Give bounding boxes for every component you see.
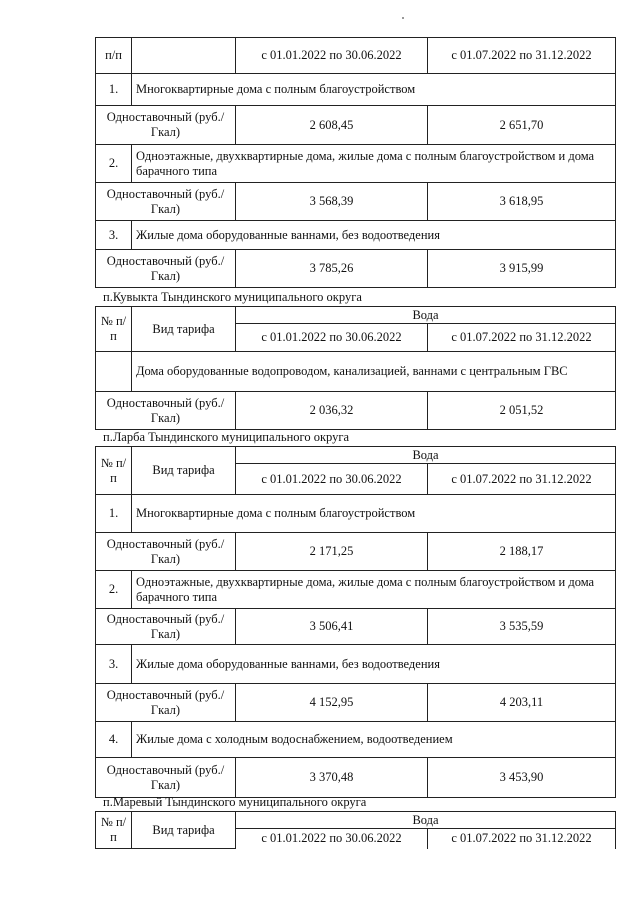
tariff-type: Одноставочный (руб./Гкал) bbox=[96, 533, 236, 571]
type-header: Вид тарифа bbox=[132, 447, 236, 495]
value-period1: 2 036,32 bbox=[236, 392, 428, 430]
row-number: 2. bbox=[96, 145, 132, 183]
category-label: Жилые дома оборудованные ваннами, без водоотведения bbox=[132, 221, 616, 250]
tariff-row bbox=[96, 106, 616, 145]
value-period1: 3 785,26 bbox=[236, 250, 428, 288]
value-period2: 3 453,90 bbox=[428, 758, 616, 798]
category-label: Одноэтажные, двухквартирные дома, жилые дома с полным благоустройством и дома барачного типа bbox=[132, 145, 616, 183]
category-row bbox=[96, 645, 616, 684]
row-number: 3. bbox=[96, 221, 132, 250]
value-period1: 3 568,39 bbox=[236, 183, 428, 221]
value-period2: 3 915,99 bbox=[428, 250, 616, 288]
table-header-row bbox=[96, 812, 616, 829]
value-period2: 3 618,95 bbox=[428, 183, 616, 221]
tariff-type: Одноставочный (руб./Гкал) bbox=[96, 183, 236, 221]
num-header: № п/п bbox=[96, 447, 132, 495]
value-period1: 3 370,48 bbox=[236, 758, 428, 798]
period2-header: с 01.07.2022 по 31.12.2022 bbox=[428, 829, 616, 849]
tariff-type: Одноставочный (руб./Гкал) bbox=[96, 758, 236, 798]
scan-speck bbox=[402, 17, 404, 19]
tariff-type: Одноставочный (руб./Гкал) bbox=[96, 106, 236, 145]
period1-header: с 01.01.2022 по 30.06.2022 bbox=[236, 829, 428, 849]
num-header: № п/п bbox=[96, 812, 132, 849]
category-row bbox=[96, 722, 616, 758]
tariff-type: Одноставочный (руб./Гкал) bbox=[96, 392, 236, 430]
period1-header: с 01.01.2022 по 30.06.2022 bbox=[236, 38, 428, 74]
tariff-row bbox=[96, 684, 616, 722]
period1-header: с 01.01.2022 по 30.06.2022 bbox=[236, 324, 428, 352]
category-row bbox=[96, 221, 616, 250]
value-period1: 2 171,25 bbox=[236, 533, 428, 571]
row-number: 1. bbox=[96, 495, 132, 533]
category-label: Жилые дома оборудованные ваннами, без водоотведения bbox=[132, 645, 616, 684]
section-title: п.Кувыкта Тындинского муниципального округа bbox=[103, 290, 362, 304]
category-label: Многоквартирные дома с полным благоустройством bbox=[132, 74, 616, 106]
row-number: 3. bbox=[96, 645, 132, 684]
section-title: п.Ларба Тындинского муниципального округа bbox=[103, 430, 350, 444]
value-period2: 3 535,59 bbox=[428, 609, 616, 645]
value-period2: 2 651,70 bbox=[428, 106, 616, 145]
tariff-row bbox=[96, 533, 616, 571]
type-header: Вид тарифа bbox=[132, 307, 236, 352]
section-title: п.Маревый Тындинского муниципального округа bbox=[103, 795, 367, 809]
value-period1: 2 608,45 bbox=[236, 106, 428, 145]
category-label: Многоквартирные дома с полным благоустройством bbox=[132, 495, 616, 533]
tariff-row bbox=[96, 250, 616, 288]
row-number: 4. bbox=[96, 722, 132, 758]
tariff-table-2 bbox=[95, 306, 616, 430]
tariff-type: Одноставочный (руб./Гкал) bbox=[96, 684, 236, 722]
value-period2: 2 051,52 bbox=[428, 392, 616, 430]
table-header-row bbox=[96, 38, 616, 74]
value-period2: 2 188,17 bbox=[428, 533, 616, 571]
period2-header: с 01.07.2022 по 31.12.2022 bbox=[428, 324, 616, 352]
table-header-row bbox=[96, 447, 616, 464]
tariff-row bbox=[96, 392, 616, 430]
tariff-table-1 bbox=[95, 37, 616, 288]
period2-header: с 01.07.2022 по 31.12.2022 bbox=[428, 38, 616, 74]
tariff-row bbox=[96, 183, 616, 221]
value-period1: 4 152,95 bbox=[236, 684, 428, 722]
tariff-type: Одноставочный (руб./Гкал) bbox=[96, 250, 236, 288]
period2-header: с 01.07.2022 по 31.12.2022 bbox=[428, 464, 616, 495]
water-header: Вода bbox=[236, 447, 616, 464]
type-header-empty bbox=[132, 38, 236, 74]
category-label: Дома оборудованные водопроводом, канализацией, ваннами с центральным ГВС bbox=[132, 352, 616, 392]
period1-header: с 01.01.2022 по 30.06.2022 bbox=[236, 464, 428, 495]
tariff-table-4 bbox=[95, 811, 616, 849]
row-number-empty bbox=[96, 352, 132, 392]
category-row bbox=[96, 571, 616, 609]
water-header: Вода bbox=[236, 307, 616, 324]
row-number: 1. bbox=[96, 74, 132, 106]
category-label: Жилые дома с холодным водоснабжением, водоотведением bbox=[132, 722, 616, 758]
category-label: Одноэтажные, двухквартирные дома, жилые дома с полным благоустройством и дома барачного типа bbox=[132, 571, 616, 609]
tariff-type: Одноставочный (руб./Гкал) bbox=[96, 609, 236, 645]
category-row bbox=[96, 495, 616, 533]
tariff-row bbox=[96, 609, 616, 645]
tariff-table-3 bbox=[95, 446, 616, 798]
value-period1: 3 506,41 bbox=[236, 609, 428, 645]
category-row bbox=[96, 145, 616, 183]
table-header-row bbox=[96, 307, 616, 324]
row-number: 2. bbox=[96, 571, 132, 609]
num-header: п/п bbox=[96, 38, 132, 74]
type-header: Вид тарифа bbox=[132, 812, 236, 849]
category-row bbox=[96, 74, 616, 106]
value-period2: 4 203,11 bbox=[428, 684, 616, 722]
tariff-row bbox=[96, 758, 616, 798]
water-header: Вода bbox=[236, 812, 616, 829]
category-row bbox=[96, 352, 616, 392]
num-header: № п/п bbox=[96, 307, 132, 352]
